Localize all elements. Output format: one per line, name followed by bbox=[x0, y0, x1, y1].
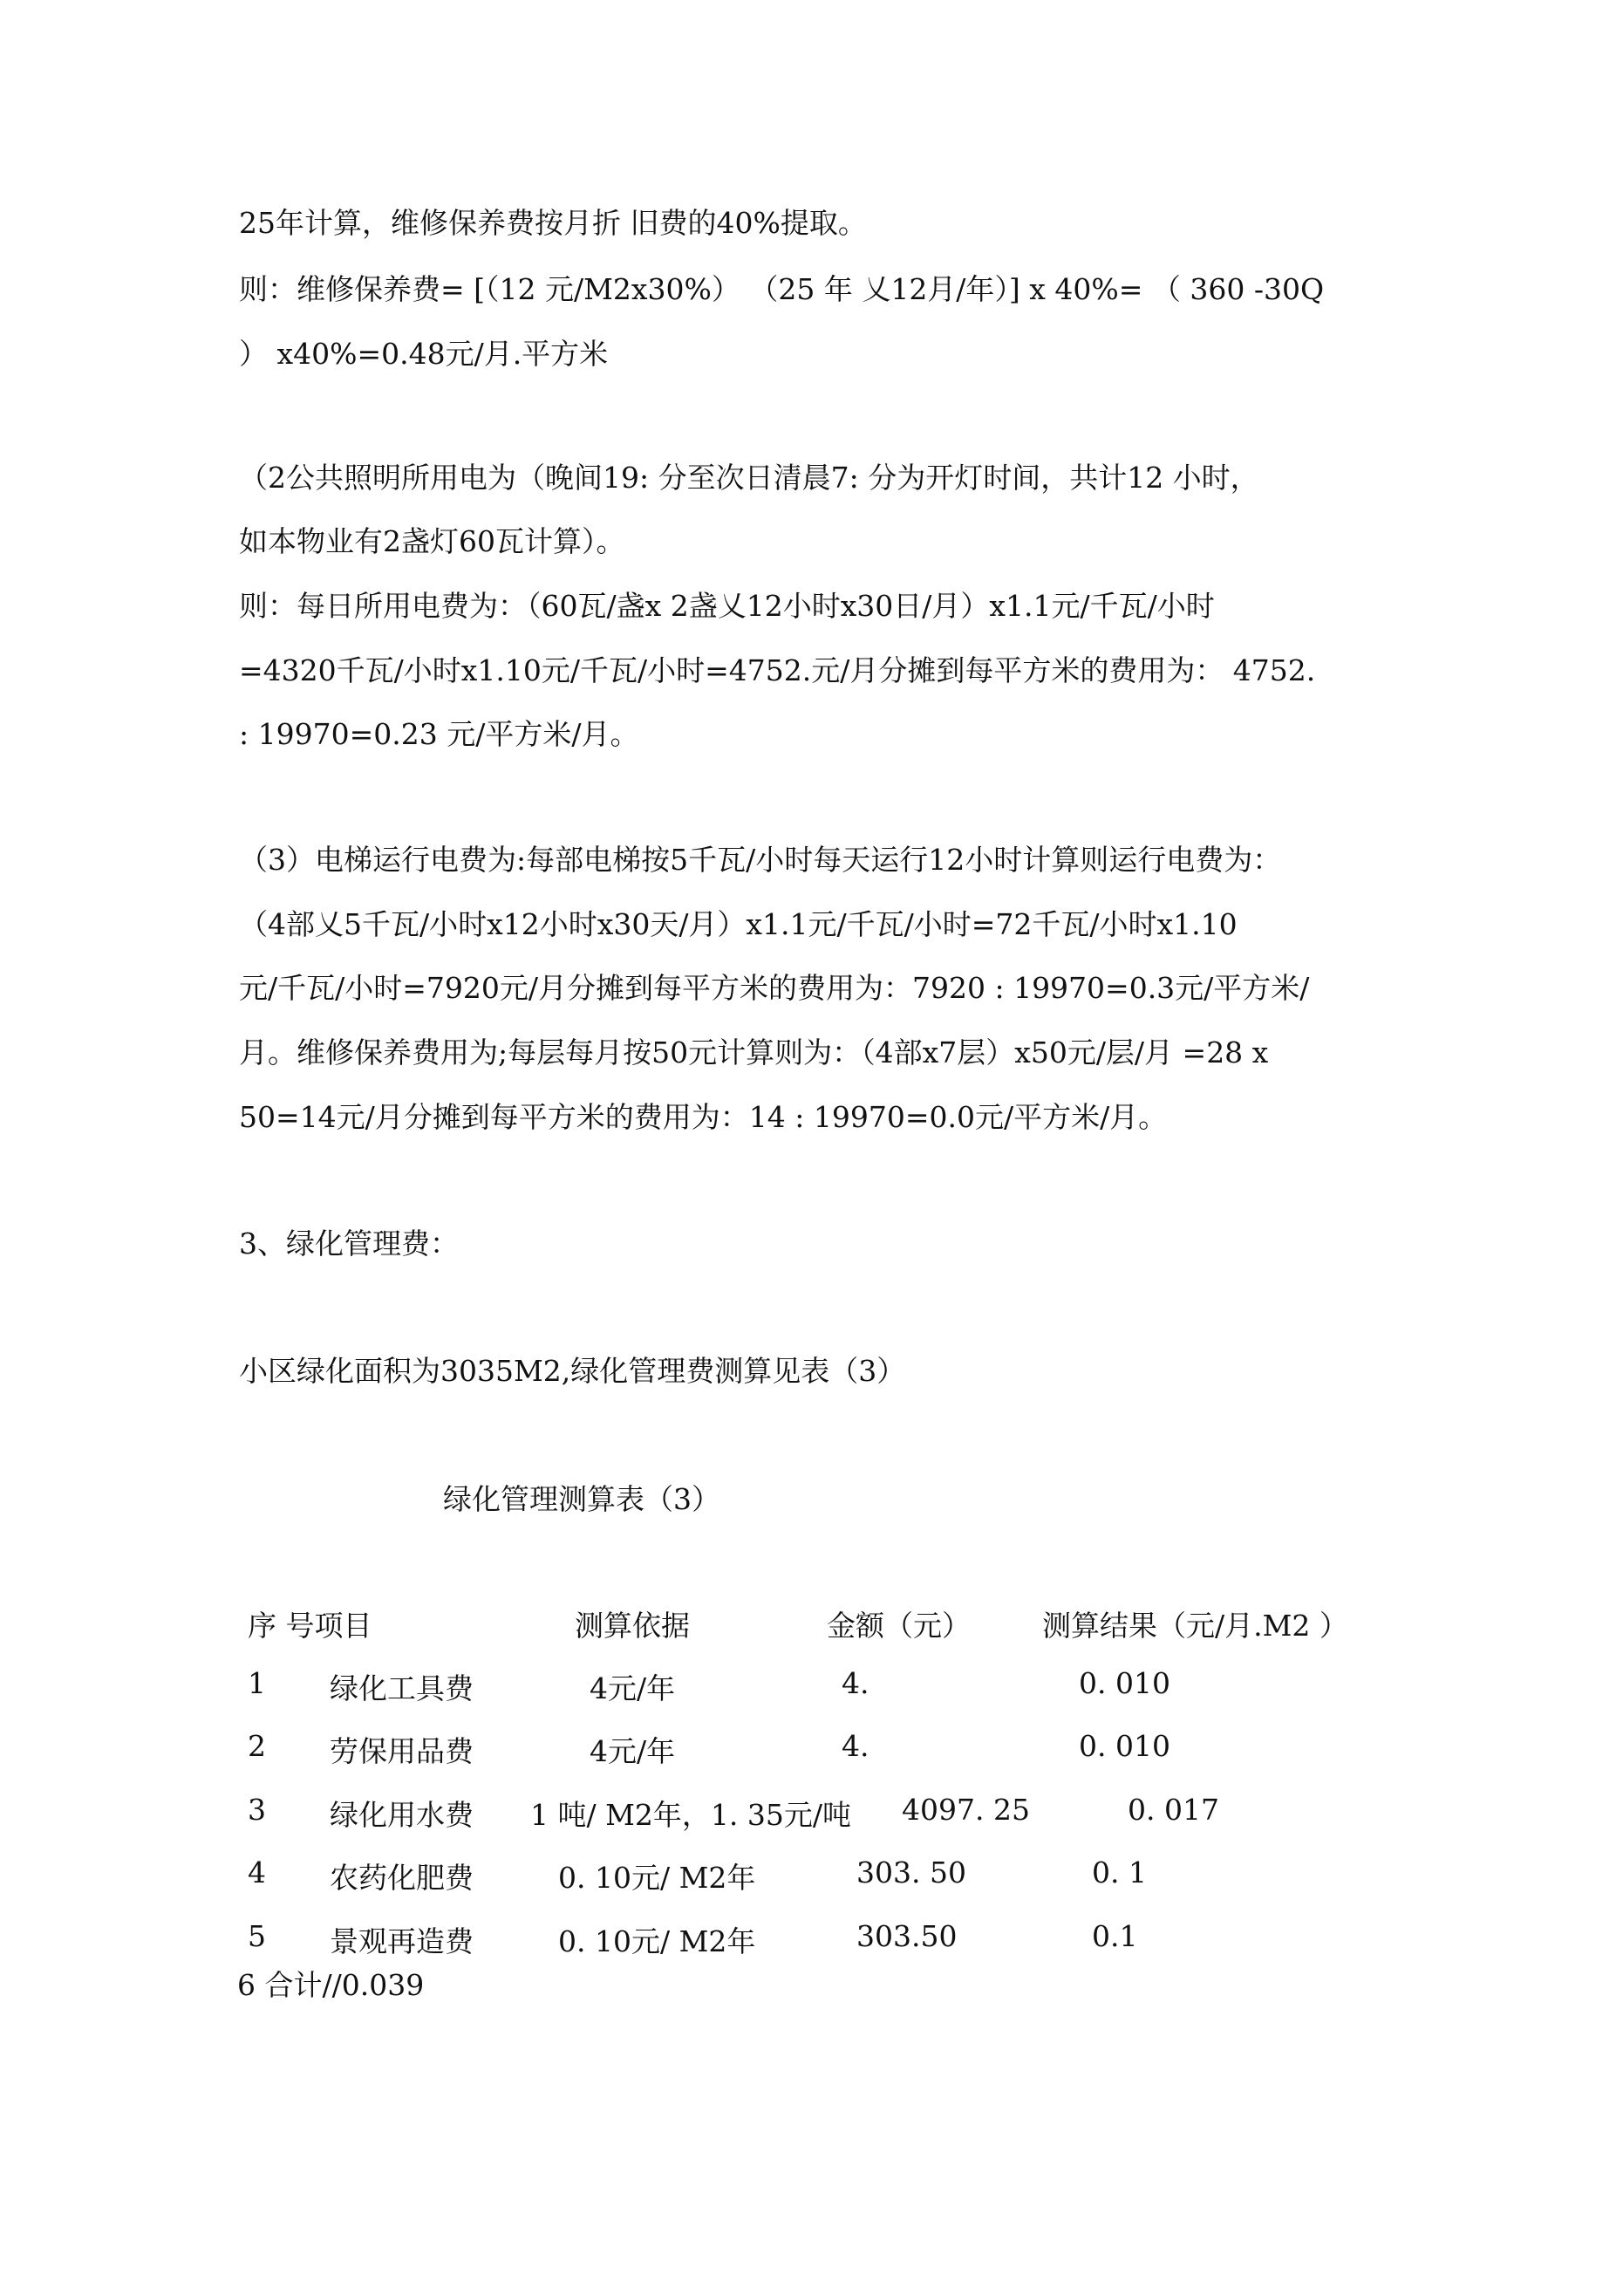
section-heading: 3、绿化管理费： bbox=[239, 1227, 459, 1261]
paragraph-line: : 19970=0.23 元/平方米/月。 bbox=[239, 717, 639, 751]
table-title: 绿化管理测算表（3） bbox=[443, 1482, 720, 1516]
row-item: 景观再造费 bbox=[330, 1924, 474, 1958]
row-item: 劳保用品费 bbox=[330, 1734, 474, 1768]
row-number: 3 bbox=[248, 1793, 266, 1827]
row-number: 4 bbox=[248, 1855, 266, 1889]
row-basis: 0. 10元/ M2年 bbox=[558, 1861, 756, 1895]
row-number: 1 bbox=[248, 1666, 266, 1700]
row-result: 0. 017 bbox=[1128, 1793, 1219, 1827]
table-header-cell: 金额（元） bbox=[827, 1609, 971, 1643]
paragraph-line: （2公共照明所用电为（晚间19: 分至次日清晨7: 分为开灯时间，共计12 小时， bbox=[239, 461, 1259, 495]
row-number: 5 bbox=[248, 1919, 266, 1953]
paragraph-line: （4部乂5千瓦/小时x12小时x30天/月）x1.1元/千瓦/小时=72千瓦/小时x1.10 bbox=[239, 907, 1238, 941]
paragraph-line: 元/千瓦/小时=7920元/月分摊到每平方米的费用为：7920 : 19970=0.3元/平方米/ bbox=[239, 971, 1310, 1005]
row-result: 0. 010 bbox=[1079, 1666, 1170, 1700]
row-result: 0.1 bbox=[1092, 1919, 1138, 1953]
row-amount: 4. bbox=[842, 1729, 869, 1763]
paragraph-line: 如本物业有2盏灯60瓦计算）。 bbox=[239, 524, 625, 558]
table-header-cell: 测算结果（元/月.M2 ） bbox=[1042, 1609, 1348, 1643]
paragraph-line: （3）电梯运行电费为:每部电梯按5千瓦/小时每天运行12小时计算则运行电费为： bbox=[239, 843, 1282, 877]
table-header-cell: 序 号项目 bbox=[248, 1609, 372, 1643]
row-basis: 4元/年 bbox=[590, 1734, 676, 1768]
row-item: 农药化肥费 bbox=[330, 1861, 474, 1895]
paragraph-line: 25年计算，维修保养费按月折 旧费的40%提取。 bbox=[239, 206, 867, 240]
row-basis: 0. 10元/ M2年 bbox=[558, 1924, 756, 1958]
row-number: 2 bbox=[248, 1729, 266, 1763]
row-amount: 4097. 25 bbox=[902, 1793, 1030, 1827]
paragraph-line: 则：每日所用电费为：（60瓦/盏x 2盏乂12小时x30日/月）x1.1元/千瓦/小时 bbox=[239, 589, 1215, 623]
row-basis: 1 吨/ M2年，1. 35元/吨 bbox=[530, 1798, 851, 1832]
table-header-cell: 测算依据 bbox=[575, 1609, 690, 1643]
row-result: 0. 010 bbox=[1079, 1729, 1170, 1763]
row-amount: 4. bbox=[842, 1666, 869, 1700]
row-result: 0. 1 bbox=[1092, 1855, 1147, 1889]
paragraph-line: 小区绿化面积为3035M2,绿化管理费测算见表（3） bbox=[239, 1354, 906, 1388]
paragraph-line: =4320千瓦/小时x1.10元/千瓦/小时=4752.元/月分摊到每平方米的费用为： 4752. bbox=[239, 653, 1316, 687]
paragraph-line: 则：维修保养费= [（12 元/M2x30%） （25 年 乂12月/年）] x 40%= （ 360 -30Q bbox=[239, 272, 1325, 306]
row-amount: 303. 50 bbox=[856, 1855, 966, 1889]
row-item: 绿化用水费 bbox=[330, 1798, 474, 1832]
row-basis: 4元/年 bbox=[590, 1671, 676, 1705]
paragraph-line: 月。维修保养费用为;每层每月按50元计算则为：（4部x7层）x50元/层/月 =28 x bbox=[239, 1035, 1269, 1069]
row-item: 绿化工具费 bbox=[330, 1671, 474, 1705]
paragraph-line: 50=14元/月分摊到每平方米的费用为：14 : 19970=0.0元/平方米/月。 bbox=[239, 1100, 1168, 1134]
table-total-line: 6 合计//0.039 bbox=[237, 1968, 425, 2002]
paragraph-line: ） x40%=0.48元/月.平方米 bbox=[239, 337, 609, 371]
row-amount: 303.50 bbox=[856, 1919, 958, 1953]
